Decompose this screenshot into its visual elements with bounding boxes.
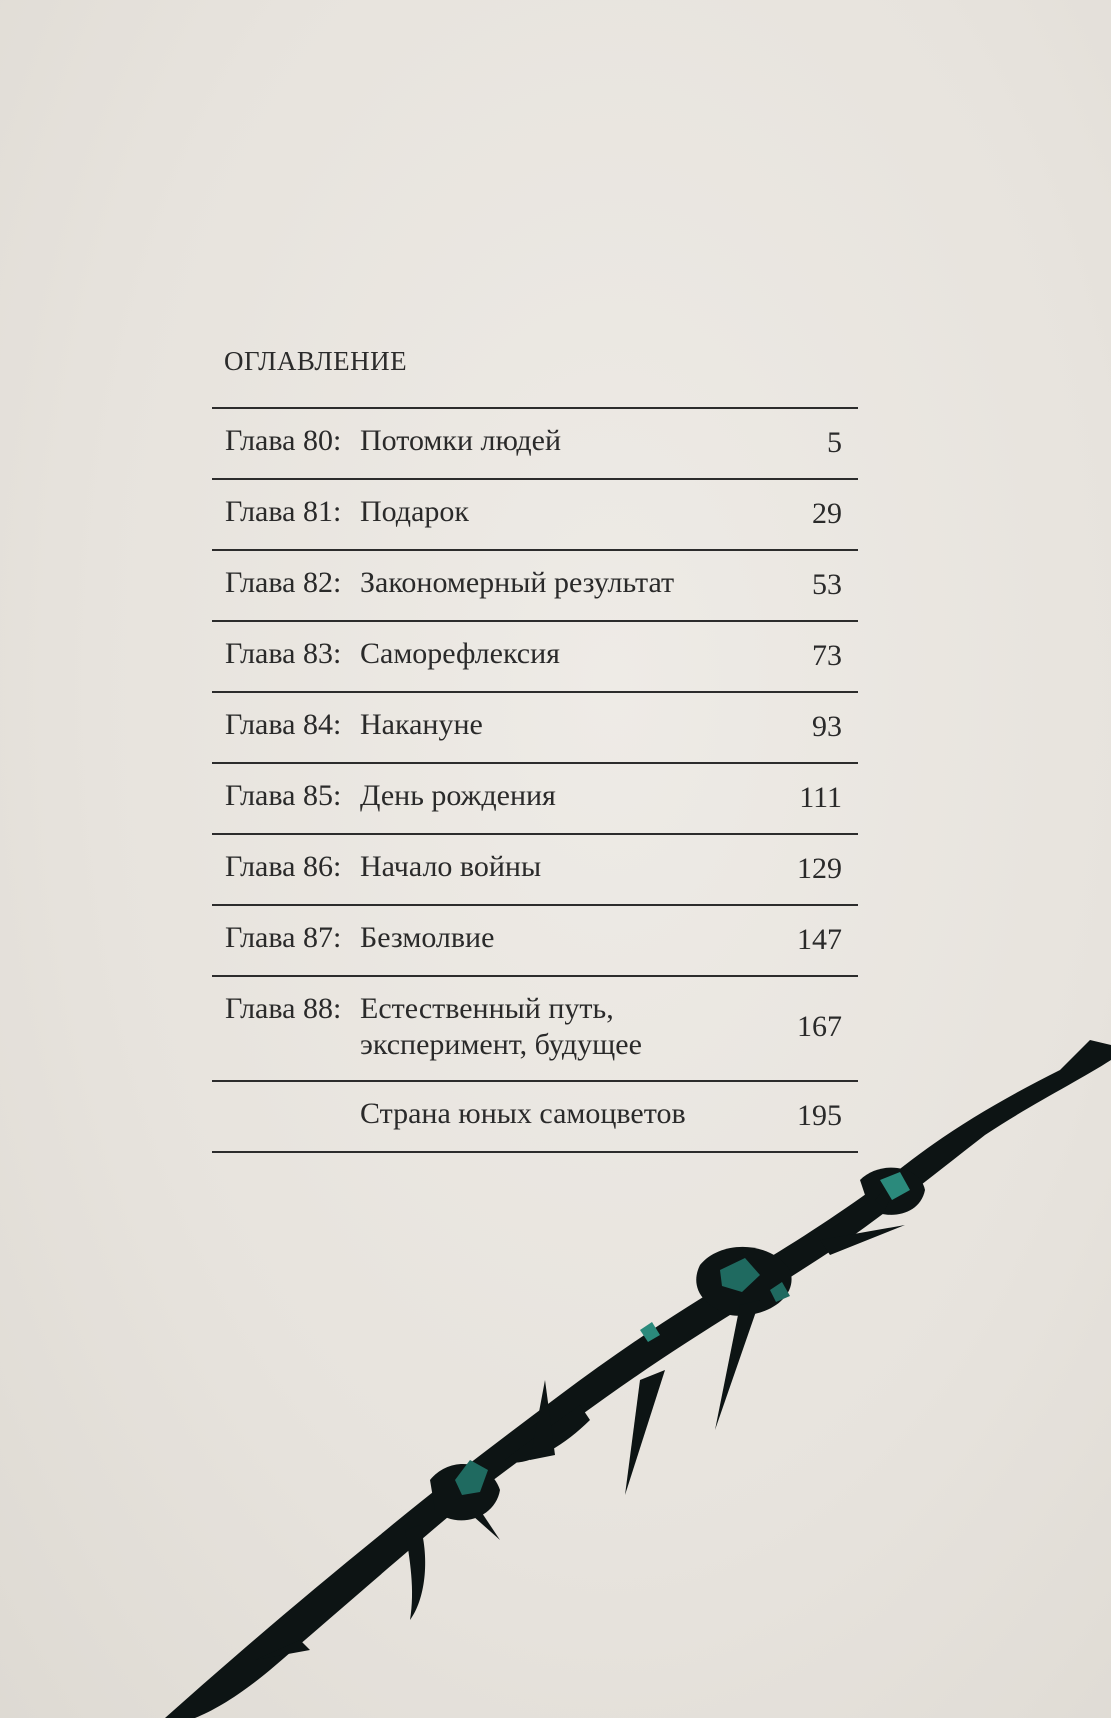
toc-entry-chapter-82[interactable] bbox=[212, 551, 858, 622]
toc-entry-chapter-80[interactable] bbox=[212, 409, 858, 480]
chapter-title: Страна юных самоцветов bbox=[360, 1097, 686, 1130]
chapter-number: Глава 87: bbox=[225, 921, 342, 954]
chapter-title-line-1: Естественный путь, bbox=[360, 992, 614, 1025]
chapter-number: Глава 80: bbox=[225, 424, 342, 457]
page-number: 147 bbox=[797, 923, 842, 956]
toc-entry-chapter-81[interactable] bbox=[212, 480, 858, 551]
chapter-title: Подарок bbox=[360, 495, 469, 528]
chapter-number: Глава 86: bbox=[225, 850, 342, 883]
chapter-title: Потомки людей bbox=[360, 424, 562, 457]
chapter-number: Глава 84: bbox=[225, 708, 342, 741]
page-number: 167 bbox=[797, 1010, 842, 1043]
chapter-title: Саморефлексия bbox=[360, 637, 560, 670]
page-number: 195 bbox=[797, 1099, 842, 1132]
toc-entry-chapter-86[interactable] bbox=[212, 835, 858, 906]
page-number: 5 bbox=[827, 426, 842, 459]
branch-thorn bbox=[625, 1370, 665, 1495]
chapter-number: Глава 81: bbox=[225, 495, 342, 528]
chapter-title: Начало войны bbox=[360, 850, 542, 883]
chapter-number: Глава 82: bbox=[225, 566, 342, 599]
toc-entry-chapter-87[interactable] bbox=[212, 906, 858, 977]
page-number: 129 bbox=[797, 852, 842, 885]
page-number: 29 bbox=[812, 497, 842, 530]
chapter-number: Глава 83: bbox=[225, 637, 342, 670]
chapter-title: Безмолвие bbox=[360, 921, 495, 954]
thorny-branch-illustration bbox=[0, 1030, 1111, 1718]
toc-entry-chapter-85[interactable] bbox=[212, 764, 858, 835]
branch-thorn bbox=[405, 1525, 425, 1620]
branch-stem bbox=[165, 1040, 1111, 1718]
page-number: 73 bbox=[812, 639, 842, 672]
chapter-title-line-2: эксперимент, будущее bbox=[360, 1028, 642, 1061]
chapter-number: Глава 88: bbox=[225, 992, 342, 1025]
chapter-number: Глава 85: bbox=[225, 779, 342, 812]
toc-entry-chapter-84[interactable] bbox=[212, 693, 858, 764]
page-number: 111 bbox=[799, 781, 842, 814]
toc-heading: ОГЛАВЛЕНИЕ bbox=[224, 346, 408, 376]
chapter-title: Закономерный результат bbox=[360, 566, 675, 599]
page-number: 93 bbox=[812, 710, 842, 743]
chapter-title: Накануне bbox=[360, 708, 483, 741]
page-number: 53 bbox=[812, 568, 842, 601]
chapter-title: День рождения bbox=[360, 779, 556, 812]
toc-entry-chapter-83[interactable] bbox=[212, 622, 858, 693]
